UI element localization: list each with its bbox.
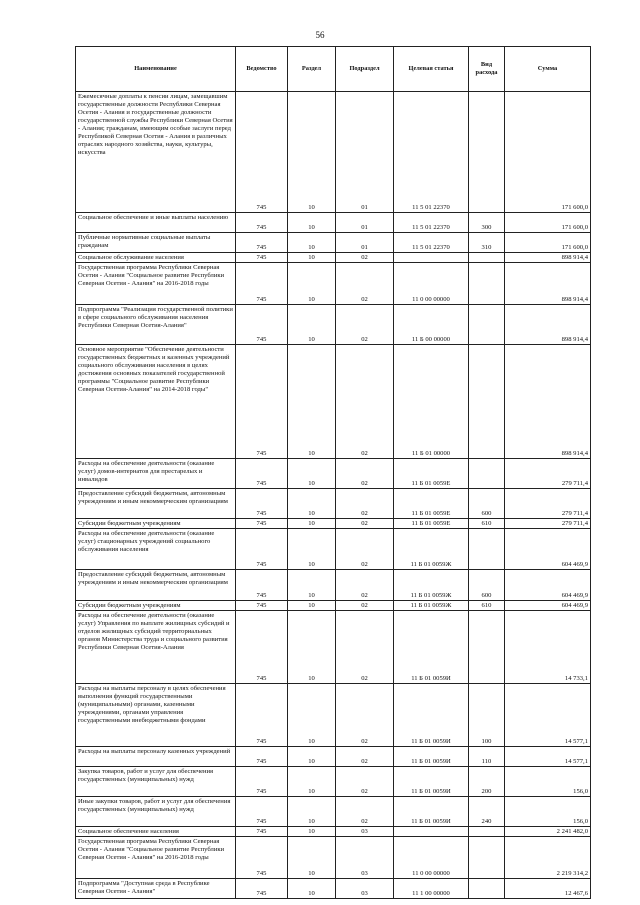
- row-sum: 604 469,9: [505, 529, 591, 570]
- row-sum: 279 711,4: [505, 519, 591, 529]
- row-subsection: 01: [336, 92, 394, 213]
- row-section: 10: [288, 233, 336, 253]
- table-row: [76, 747, 591, 767]
- row-target: [394, 253, 469, 263]
- row-name: Предоставление субсидий бюджетным, автономным учреждениям и иным некоммерческим организациям: [76, 489, 236, 519]
- header-section: Раздел: [288, 47, 336, 92]
- row-name: Расходы на обеспечение деятельности (оказание услуг) стационарных учреждений социального обслуживания населения: [76, 529, 236, 570]
- row-name: Закупка товаров, работ и услуг для обеспечения государственных (муниципальных) нужд: [76, 767, 236, 797]
- row-target: 11 Б 01 0059Ж: [394, 570, 469, 601]
- row-section: 10: [288, 253, 336, 263]
- table-row: [76, 253, 591, 263]
- row-kind: 600: [469, 489, 505, 519]
- row-kind: 310: [469, 233, 505, 253]
- row-sum: 604 469,9: [505, 601, 591, 611]
- row-subsection: 01: [336, 213, 394, 233]
- row-dept: 745: [236, 611, 288, 684]
- row-kind: [469, 837, 505, 879]
- row-name: Подпрограмма "Реализация государственной политики в сфере социального обслуживания населения Республики Северная Осетия-Алания": [76, 305, 236, 345]
- row-target: 11 Б 00 00000: [394, 305, 469, 345]
- row-target: 11 Б 01 0059И: [394, 611, 469, 684]
- row-target: 11 0 00 00000: [394, 263, 469, 305]
- row-dept: 745: [236, 747, 288, 767]
- row-dept: 745: [236, 529, 288, 570]
- row-kind: [469, 529, 505, 570]
- row-kind: 600: [469, 570, 505, 601]
- row-dept: 745: [236, 879, 288, 899]
- page-number: 56: [315, 30, 325, 40]
- table-row: [76, 529, 591, 570]
- row-name: Расходы на обеспечение деятельности (оказание услуг) Управления по выплате жилищных субсидий и отделов жилищных субсидий территориальных органов Министерства труда и социального развития Республики Северная Осетия-Алания: [76, 611, 236, 684]
- row-kind: 240: [469, 797, 505, 827]
- table-row: [76, 305, 591, 345]
- row-dept: 745: [236, 767, 288, 797]
- row-sum: 898 914,4: [505, 253, 591, 263]
- row-subsection: 02: [336, 611, 394, 684]
- row-subsection: 02: [336, 747, 394, 767]
- row-dept: 745: [236, 797, 288, 827]
- row-subsection: 02: [336, 305, 394, 345]
- row-subsection: 02: [336, 684, 394, 747]
- row-name: Публичные нормативные социальные выплаты гражданам: [76, 233, 236, 253]
- row-target: 11 Б 01 0059Ж: [394, 601, 469, 611]
- row-subsection: 02: [336, 570, 394, 601]
- row-dept: 745: [236, 489, 288, 519]
- table-row: [76, 233, 591, 253]
- budget-table: [75, 46, 591, 899]
- row-section: 10: [288, 92, 336, 213]
- table-row: [76, 519, 591, 529]
- row-section: 10: [288, 529, 336, 570]
- row-dept: 745: [236, 233, 288, 253]
- row-sum: 156,0: [505, 767, 591, 797]
- row-section: 10: [288, 570, 336, 601]
- row-target: 11 0 00 00000: [394, 837, 469, 879]
- row-name: Подпрограмма "Доступная среда в Республике Северная Осетия - Алания": [76, 879, 236, 899]
- row-sum: 12 467,6: [505, 879, 591, 899]
- row-section: 10: [288, 611, 336, 684]
- row-name: Предоставление субсидий бюджетным, автономным учреждениям и иным некоммерческим организациям: [76, 570, 236, 601]
- table-row: [76, 263, 591, 305]
- row-sum: 2 219 314,2: [505, 837, 591, 879]
- row-section: 10: [288, 263, 336, 305]
- table-row: [76, 797, 591, 827]
- row-section: 10: [288, 684, 336, 747]
- row-sum: 14 733,1: [505, 611, 591, 684]
- table-row: [76, 827, 591, 837]
- row-target: 11 5 01 22370: [394, 233, 469, 253]
- row-dept: 745: [236, 213, 288, 233]
- row-kind: [469, 879, 505, 899]
- row-kind: 100: [469, 684, 505, 747]
- row-kind: 110: [469, 747, 505, 767]
- table-row: [76, 345, 591, 459]
- table-row: [76, 213, 591, 233]
- row-subsection: 02: [336, 459, 394, 489]
- table-row: [76, 611, 591, 684]
- table-row: [76, 92, 591, 213]
- row-target: 11 Б 01 0059Е: [394, 519, 469, 529]
- row-subsection: 02: [336, 797, 394, 827]
- row-dept: 745: [236, 519, 288, 529]
- row-kind: 200: [469, 767, 505, 797]
- row-name: Субсидии бюджетным учреждениям: [76, 601, 236, 611]
- row-dept: 745: [236, 345, 288, 459]
- row-name: Социальное обеспечение и иные выплаты населению: [76, 213, 236, 233]
- row-subsection: 02: [336, 253, 394, 263]
- row-dept: 745: [236, 837, 288, 879]
- row-subsection: 02: [336, 263, 394, 305]
- row-target: 11 5 01 22370: [394, 213, 469, 233]
- row-target: 11 Б 01 0059И: [394, 797, 469, 827]
- row-target: 11 Б 01 0059Ж: [394, 529, 469, 570]
- row-sum: 171 600,0: [505, 92, 591, 213]
- header-name: Наименование: [76, 47, 236, 92]
- row-subsection: 02: [336, 767, 394, 797]
- row-subsection: 02: [336, 601, 394, 611]
- row-dept: 745: [236, 263, 288, 305]
- row-section: 10: [288, 519, 336, 529]
- row-sum: 898 914,4: [505, 305, 591, 345]
- row-name: Государственная программа Республики Северная Осетия - Алания "Социальное развитие Республики Северная Осетия - Алания" на 2016-2018 годы: [76, 837, 236, 879]
- row-name: Государственная программа Республики Северная Осетия - Алания "Социальное развитие Республики Северная Осетия - Алания" на 2016-2018 годы: [76, 263, 236, 305]
- row-kind: 610: [469, 601, 505, 611]
- row-kind: [469, 345, 505, 459]
- row-dept: 745: [236, 684, 288, 747]
- row-kind: [469, 263, 505, 305]
- row-target: [394, 827, 469, 837]
- row-name: Социальное обслуживание населения: [76, 253, 236, 263]
- row-kind: [469, 92, 505, 213]
- row-section: 10: [288, 837, 336, 879]
- row-section: 10: [288, 747, 336, 767]
- row-dept: 745: [236, 92, 288, 213]
- row-subsection: 03: [336, 827, 394, 837]
- header-target: Целевая статья: [394, 47, 469, 92]
- row-kind: [469, 827, 505, 837]
- row-target: 11 Б 01 0059И: [394, 767, 469, 797]
- row-dept: 745: [236, 253, 288, 263]
- row-sum: 898 914,4: [505, 263, 591, 305]
- row-kind: 610: [469, 519, 505, 529]
- row-kind: [469, 305, 505, 345]
- row-kind: [469, 611, 505, 684]
- row-subsection: 01: [336, 233, 394, 253]
- row-section: 10: [288, 345, 336, 459]
- row-subsection: 02: [336, 345, 394, 459]
- header-subsection: Подраздел: [336, 47, 394, 92]
- row-section: 10: [288, 459, 336, 489]
- table-header-row: [76, 47, 591, 92]
- row-subsection: 02: [336, 529, 394, 570]
- row-sum: 898 914,4: [505, 345, 591, 459]
- row-dept: 745: [236, 570, 288, 601]
- row-sum: 171 600,0: [505, 213, 591, 233]
- row-section: 10: [288, 797, 336, 827]
- row-subsection: 03: [336, 837, 394, 879]
- row-sum: 604 469,9: [505, 570, 591, 601]
- row-subsection: 02: [336, 489, 394, 519]
- row-target: 11 Б 01 0059Е: [394, 489, 469, 519]
- row-subsection: 03: [336, 879, 394, 899]
- row-target: 11 1 00 00000: [394, 879, 469, 899]
- row-kind: 300: [469, 213, 505, 233]
- row-dept: 745: [236, 305, 288, 345]
- table-row: [76, 570, 591, 601]
- row-sum: 279 711,4: [505, 489, 591, 519]
- row-section: 10: [288, 601, 336, 611]
- row-section: 10: [288, 305, 336, 345]
- row-target: 11 Б 01 0059Е: [394, 459, 469, 489]
- row-target: 11 Б 01 0059И: [394, 747, 469, 767]
- row-sum: 14 577,1: [505, 684, 591, 747]
- row-dept: 745: [236, 827, 288, 837]
- row-section: 10: [288, 767, 336, 797]
- row-section: 10: [288, 879, 336, 899]
- table-row: [76, 459, 591, 489]
- row-name: Расходы на обеспечение деятельности (оказание услуг) домов-интернатов для престарелых и инвалидов: [76, 459, 236, 489]
- row-name: Основное мероприятие "Обеспечение деятельности государственных бюджетных и казенных учреждений социального обслуживания населения в целях достижения основных показателей государственной программы "Социальное развитие Республики Северная Осетия-Алания" на 2014-2018 годы": [76, 345, 236, 459]
- row-target: 11 Б 01 0059И: [394, 684, 469, 747]
- header-kind: Вид расхода: [469, 47, 505, 92]
- row-dept: 745: [236, 459, 288, 489]
- table-row: [76, 684, 591, 747]
- row-name: Расходы на выплаты персоналу казенных учреждений: [76, 747, 236, 767]
- row-dept: 745: [236, 601, 288, 611]
- row-name: Расходы на выплаты персоналу в целях обеспечения выполнения функций государственными (муниципальными) органами, казенными учреждениями, органами управления государственными внебюджетными фондами: [76, 684, 236, 747]
- row-section: 10: [288, 489, 336, 519]
- row-name: Иные закупки товаров, работ и услуг для обеспечения государственных (муниципальных) нужд: [76, 797, 236, 827]
- table-row: [76, 879, 591, 899]
- row-section: 10: [288, 213, 336, 233]
- row-sum: 2 241 482,0: [505, 827, 591, 837]
- row-target: 11 Б 01 00000: [394, 345, 469, 459]
- row-subsection: 02: [336, 519, 394, 529]
- row-name: Субсидии бюджетным учреждениям: [76, 519, 236, 529]
- row-kind: [469, 459, 505, 489]
- row-section: 10: [288, 827, 336, 837]
- row-sum: 14 577,1: [505, 747, 591, 767]
- header-sum: Сумма: [505, 47, 591, 92]
- row-name: Социальное обеспечение населения: [76, 827, 236, 837]
- table-row: [76, 767, 591, 797]
- row-sum: 171 600,0: [505, 233, 591, 253]
- row-sum: 156,0: [505, 797, 591, 827]
- table-row: [76, 837, 591, 879]
- row-name: Ежемесячные доплаты к пенсии лицам, замещавшим государственные должности Республики Северная Осетия - Алания и государственные должности государственной службы Республики Северная Осетия - Алания; гражданам, имеющим особые заслуги перед Республикой Северная Осетия - Алания в различных отраслях народного хозяйства, науки, культуры, искусства: [76, 92, 236, 213]
- row-kind: [469, 253, 505, 263]
- table-row: [76, 489, 591, 519]
- table-row: [76, 601, 591, 611]
- row-target: 11 5 01 22370: [394, 92, 469, 213]
- row-sum: 279 711,4: [505, 459, 591, 489]
- header-dept: Ведомство: [236, 47, 288, 92]
